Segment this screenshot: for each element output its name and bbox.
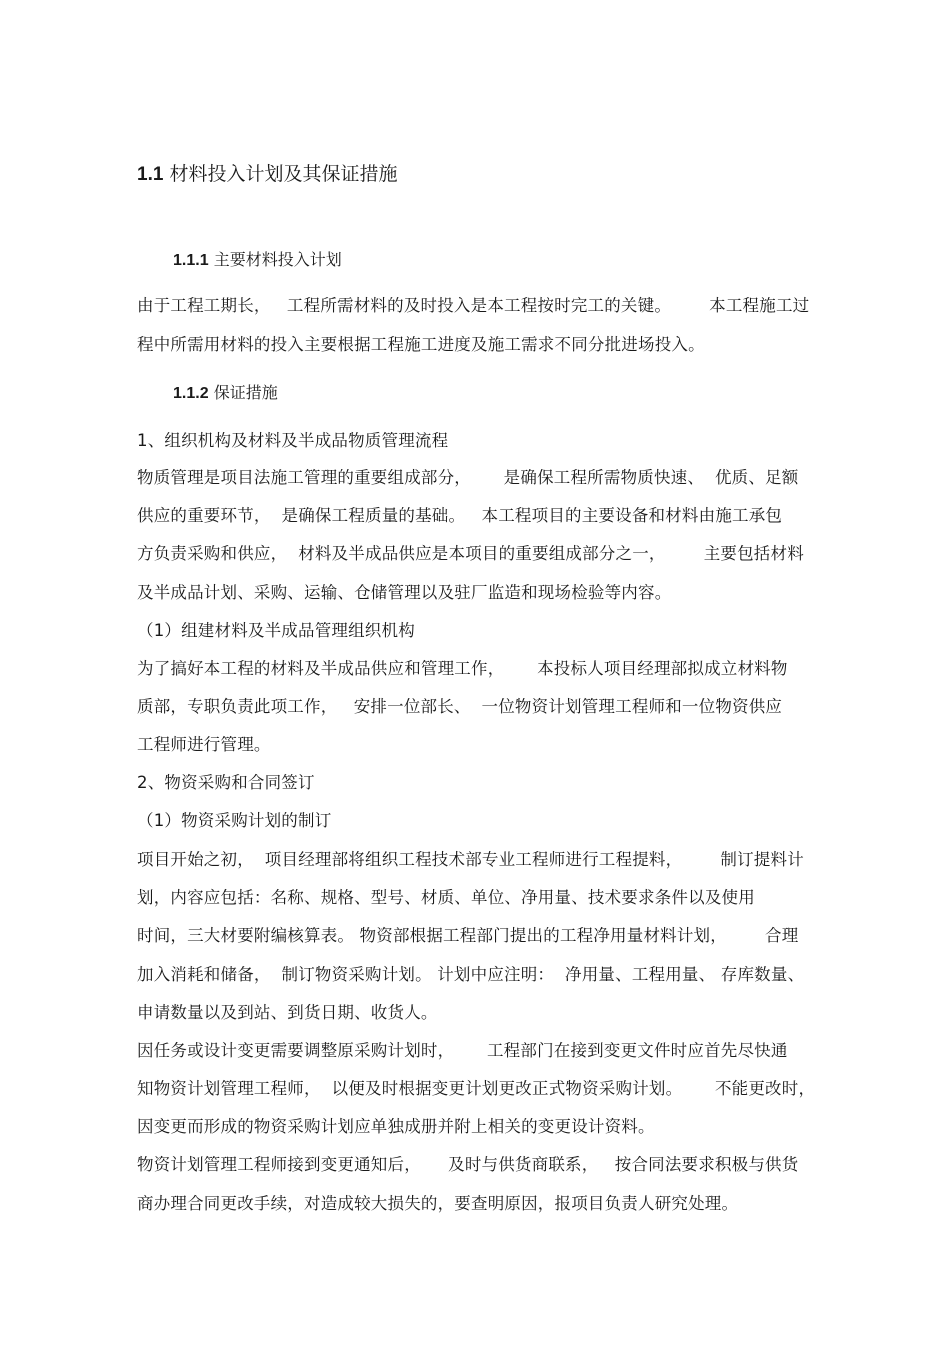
heading-number: 1.1.1 (173, 252, 209, 269)
heading-title: 主要材料投入计划 (213, 250, 342, 269)
heading-title: 材料投入计划及其保证措施 (169, 163, 398, 185)
sub-heading: （1）物资采购计划的制订 (137, 811, 332, 830)
paragraph-line: 知物资计划管理工程师， 以便及时根据变更计划更改正式物资采购计划。 不能更改时， (137, 1079, 816, 1098)
section-heading-1-1-1 (173, 247, 342, 274)
paragraph-line: 申请数量以及到站、到货日期、收货人。 (137, 1003, 438, 1022)
paragraph-line: 由于工程工期长， 工程所需材料的及时投入是本工程按时完工的关键。 本工程施工过 (137, 296, 810, 315)
paragraph-line: 因变更而形成的物资采购计划应单独成册并附上相关的变更设计资料。 (137, 1117, 655, 1136)
paragraph-line: 为了搞好本工程的材料及半成品供应和管理工作， 本投标人项目经理部拟成立材料物 (137, 659, 788, 678)
paragraph-line: 加入消耗和储备， 制订物资采购计划。 计划中应注明： 净用量、工程用量、 存库数量、 (137, 965, 805, 984)
paragraph-line: 物资计划管理工程师接到变更通知后， 及时与供货商联系， 按合同法要求积极与供货 (137, 1155, 799, 1174)
paragraph-line: 及半成品计划、采购、运输、仓储管理以及驻厂监造和现场检验等内容。 (137, 583, 672, 602)
paragraph-line: 质部，专职负责此项工作， 安排一位部长、 一位物资计划管理工程师和一位物资供应 (137, 697, 783, 716)
paragraph-line: 供应的重要环节， 是确保工程质量的基础。 本工程项目的主要设备和材料由施工承包 (137, 506, 783, 525)
paragraph-line: 商办理合同更改手续，对造成较大损失的，要查明原因，报项目负责人研究处理。 (137, 1194, 739, 1213)
paragraph-line: 划，内容应包括：名称、规格、型号、材质、单位、净用量、技术要求条件以及使用 (137, 888, 755, 907)
paragraph-line: 程中所需用材料的投入主要根据工程施工进度及施工需求不同分批进场投入。 (137, 335, 705, 354)
section-heading-1-1 (137, 160, 397, 189)
paragraph-line: 方负责采购和供应， 材料及半成品供应是本项目的重要组成部分之一， 主要包括材料 (137, 544, 804, 563)
list-heading-1: 1、组织机构及材料及半成品物质管理流程 (137, 431, 449, 450)
list-heading-2: 2、物资采购和合同签订 (137, 773, 315, 792)
heading-number: 1.1 (137, 164, 164, 185)
paragraph-line: 工程师进行管理。 (137, 735, 271, 754)
paragraph-line: 项目开始之初， 项目经理部将组织工程技术部专业工程师进行工程提料， 制订提料计 (137, 850, 804, 869)
paragraph-line: 因任务或设计变更需要调整原采购计划时， 工程部门在接到变更文件时应首先尽快通 (137, 1041, 788, 1060)
paragraph-line: 物质管理是项目法施工管理的重要组成部分， 是确保工程所需物质快速、 优质、足额 (137, 468, 799, 487)
section-heading-1-1-2 (173, 380, 278, 407)
paragraph-line: 时间，三大材要附编核算表。 物资部根据工程部门提出的工程净用量材料计划， 合理 (137, 926, 799, 945)
sub-heading: （1）组建材料及半成品管理组织机构 (137, 621, 415, 640)
heading-number: 1.1.2 (173, 385, 209, 402)
heading-title: 保证措施 (213, 383, 278, 402)
